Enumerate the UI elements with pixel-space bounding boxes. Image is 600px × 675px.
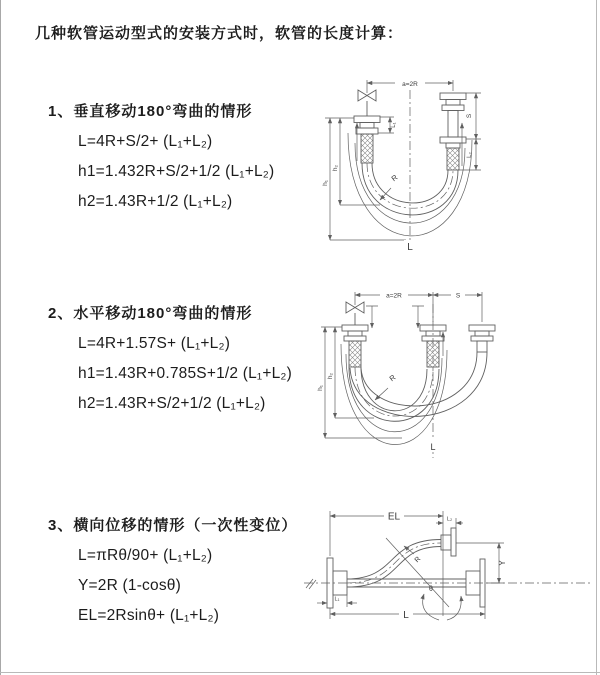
radius-callout	[380, 172, 400, 200]
formula-length: L=4R+1.57S+ (L₁+L₂)	[78, 335, 231, 352]
formula-h2: h2=1.43R+1/2 (L₁+L₂)	[78, 193, 233, 210]
dim-label-l1: L₁	[391, 122, 397, 128]
valve-icon	[346, 302, 364, 325]
section-lateral-displacement	[48, 516, 297, 626]
section-2-heading: 2、水平移动180°弯曲的情形	[48, 305, 253, 322]
dim-label-h1: h₁	[322, 180, 329, 186]
diagram-vertical-180-bend	[310, 68, 592, 260]
formula-length: L=πRθ/90+ (L₁+L₂)	[78, 547, 213, 564]
page-title: 几种软管运动型式的安装方式时，软管的长度计算：	[35, 25, 404, 42]
formula-h1: h1=1.432R+S/2+1/2 (L₁+L₂)	[78, 163, 275, 180]
section-vertical-movement	[48, 102, 274, 212]
diagram-horizontal-180-bend	[310, 280, 592, 462]
page-edge-right	[596, 0, 597, 675]
dim-label-h1: h₁	[317, 385, 324, 391]
dim-label-l1: L₁	[334, 596, 340, 603]
page-edge-bottom	[0, 672, 600, 673]
dimension-l	[330, 607, 485, 621]
dim-label-el: EL	[387, 511, 401, 523]
angle-callout	[423, 586, 462, 620]
valve-icon	[358, 90, 376, 116]
length-label: L	[407, 242, 413, 253]
dimension-l1	[317, 595, 357, 607]
dim-label-h2: h₂	[327, 372, 334, 380]
dim-label-h2: h₂	[332, 164, 339, 172]
angle-label: θ	[429, 586, 433, 593]
dim-label-l2: L₂	[446, 516, 453, 523]
formula-el: EL=2Rsinθ+ (L₁+L₂)	[78, 607, 220, 624]
braided-hose-section	[447, 148, 459, 170]
dimension-l1	[378, 117, 397, 133]
length-label: L	[403, 610, 409, 621]
break-mark	[306, 579, 316, 589]
hose-curves	[341, 344, 487, 445]
dim-label-span: a=2R	[402, 81, 418, 88]
dim-label-l2: L₂	[467, 152, 473, 158]
section-3-heading: 3、横向位移的情形（一次性变位）	[48, 517, 298, 534]
pipe-assembly-left	[354, 116, 380, 163]
pipe-assembly-right	[469, 325, 495, 352]
dim-label-s: S	[455, 292, 461, 300]
radius-label: R	[413, 555, 423, 565]
dimension-el	[330, 511, 443, 556]
dimension-l2	[436, 517, 463, 529]
length-label: L	[430, 442, 436, 452]
section-horizontal-movement	[48, 304, 292, 414]
dimension-s	[433, 290, 482, 300]
formula-h2: h2=1.43R+S/2+1/2 (L₁+L₂)	[78, 395, 266, 412]
braided-hose-section	[361, 134, 373, 163]
formula-y: Y=2R (1-cosθ)	[78, 577, 181, 594]
dim-label-y: Y	[498, 560, 507, 566]
radius-label: R	[387, 372, 398, 384]
dim-label-span: a=2R	[386, 292, 402, 300]
radius-label: R	[389, 172, 400, 184]
braided-hose-section	[427, 341, 439, 367]
formula-h1: h1=1.43R+0.785S+1/2 (L₁+L₂)	[78, 365, 292, 382]
formula-length: L=4R+S/2+ (L₁+L₂)	[78, 133, 213, 150]
page-edge-left	[0, 0, 1, 675]
diagram-lateral-displacement	[298, 498, 598, 648]
braided-hose-section	[349, 341, 361, 367]
length-callout	[404, 240, 416, 253]
dimension-s	[466, 93, 481, 139]
length-callout	[427, 440, 440, 452]
dimension-y	[456, 543, 507, 583]
dim-label-s: S	[466, 113, 473, 119]
section-1-heading: 1、垂直移动180°弯曲的情形	[48, 103, 253, 120]
